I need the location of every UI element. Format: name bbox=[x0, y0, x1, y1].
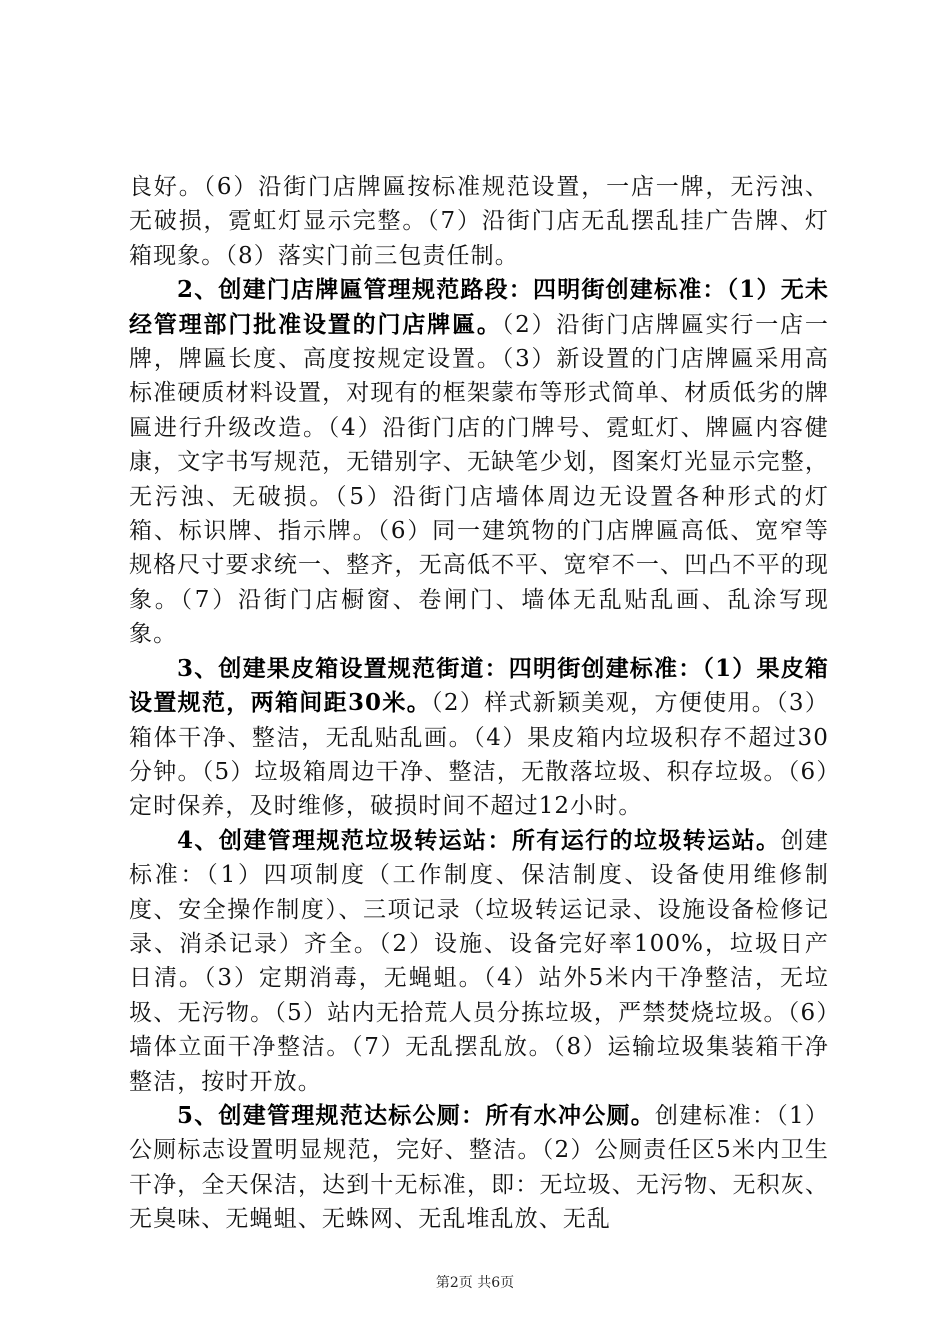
paragraph-text: 创建标准：（1）公厕标志设置明显规范，完好、整洁。（2）公厕责任区5米内卫生干净，全天保洁，达到十无标准，即：无垃圾、无污物、无积灰、无臭味、无蝇蛆、无蛛网、无乱堆乱放、无乱 bbox=[129, 1102, 829, 1233]
paragraph-shop-signboards bbox=[129, 273, 829, 651]
paragraph-heading: 5、创建管理规范达标公厕：所有水冲公厕。 bbox=[177, 1101, 656, 1129]
paragraph-text: （2）沿街门店牌匾实行一店一牌，牌匾长度、高度按规定设置。（3）新设置的门店牌匾采用高标准硬质材料设置，对现有的框架蒙布等形式简单、材质低劣的牌匾进行升级改造。（4）沿街门店的门牌号、霓虹灯、牌匾内容健康，文字书写规范，无错别字、无缺笔少划，图案灯光显示完整，无污浊、无破损。（5）沿街门店墙体周边无设置各种形式的灯箱、标识牌、指示牌。（6）同一建筑物的门店牌匾高低、宽窄等规格尺寸要求统一、整齐，无高低不平、宽窄不一、凹凸不平的现象。（7）沿街门店橱窗、卷闸门、墙体无乱贴乱画、乱涂写现象。 bbox=[129, 311, 829, 648]
document-body bbox=[129, 170, 829, 1237]
paragraph-transfer-stations bbox=[129, 824, 829, 1099]
paragraph-text: （2）样式新颖美观，方便使用。（3）箱体干净、整洁，无乱贴乱画。（4）果皮箱内垃圾积存不超过30分钟。（5）垃圾箱周边干净、整洁，无散落垃圾、积存垃圾。（6）定时保养，及时维修，破损时间不超过12小时。 bbox=[129, 690, 829, 820]
page-number-footer: 第2页 共6页 bbox=[435, 1275, 515, 1291]
paragraph-heading: 2、创建门店牌匾管理规范路段：四明街创建标准：（1）无未经管理部门批准设置的门店牌匾。 bbox=[129, 276, 829, 338]
paragraph-public-toilets bbox=[129, 1099, 829, 1237]
paragraph-litter-bins bbox=[129, 652, 829, 824]
paragraph-continuation bbox=[129, 170, 829, 273]
paragraph-heading: 4、创建管理规范垃圾转运站：所有运行的垃圾转运站。 bbox=[177, 826, 781, 854]
paragraph-heading: 3、创建果皮箱设置规范街道：四明街创建标准：（1）果皮箱设置规范，两箱间距30米。 bbox=[129, 654, 829, 717]
paragraph-text: 创建标准：（1）四项制度（工作制度、保洁制度、设备使用维修制度、安全操作制度）、三项记录（垃圾转运记录、设施设备检修记录、消杀记录）齐全。（2）设施、设备完好率100%，垃圾日产日清。（3）定期消毒，无蝇蛆。（4）站外5米内干净整洁，无垃圾、无污物。（5）站内无拾荒人员分拣垃圾，严禁焚烧垃圾。（6）墙体立面干净整洁。（7）无乱摆乱放。（8）运输垃圾集装箱干净整洁，按时开放。 bbox=[129, 827, 829, 1095]
paragraph-text: 良好。（6）沿街门店牌匾按标准规范设置，一店一牌，无污浊、无破损，霓虹灯显示完整。（7）沿街门店无乱摆乱挂广告牌、灯箱现象。（8）落实门前三包责任制。 bbox=[129, 174, 829, 269]
